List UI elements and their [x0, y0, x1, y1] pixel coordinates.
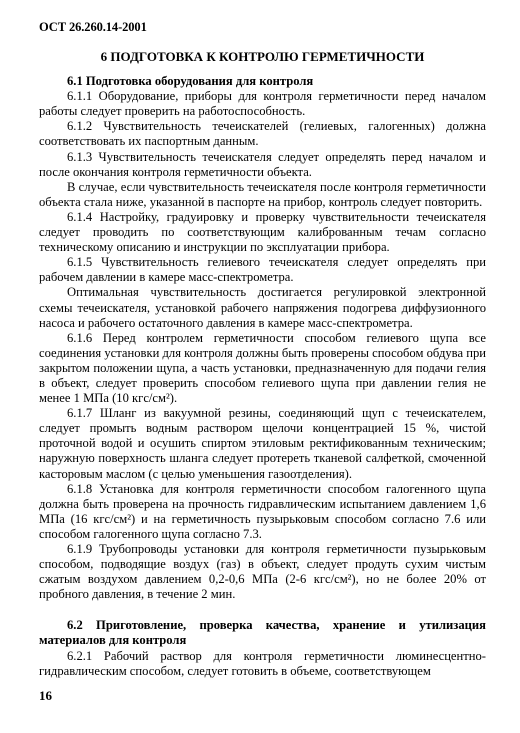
- document-code-header: ОСТ 26.260.14-2001: [39, 20, 147, 34]
- paragraph-6-1-6: 6.1.6 Перед контролем герметичности способом гелиевого щупа все соединения установки для контроля должны быть проверены способом обдува при закрытом положении щупа, а часть установки, предназначенную для подачи гелия в объект, следует проверить способом гелиевого щупа при давлении гелия не менее 1 МПа (10 кгс/см²).: [39, 330, 486, 406]
- page-number: 16: [39, 688, 52, 703]
- paragraph-6-1-1: 6.1.1 Оборудование, приборы для контроля герметичности перед началом работы следует проверить на работоспособность.: [39, 89, 486, 119]
- page-content: [39, 41, 486, 679]
- paragraph-6-1-4: 6.1.4 Настройку, градуировку и проверку чувствительности течеискателя следует проводить по соответствующим калиброванным течам согласно техническому описанию и инструкции по эксплуатации прибора.: [39, 209, 486, 255]
- paragraph-6-1-3-cont: В случае, если чувствительность течеискателя после контроля герметичности объекта стала ниже, указанной в паспорте на прибор, контроль следует повторить.: [39, 179, 486, 209]
- paragraph-6-1-7: 6.1.7 Шланг из вакуумной резины, соединяющий щуп с течеискателем, следует промыть водным раствором щелочи концентрацией 15 %, чистой проточной водой и осушить спиртом этиловым ректификованным техническим; наружную поверхность шланга следует протереть тканевой салфеткой, смоченной касторовым маслом (с целью уменьшения газоотделения).: [39, 406, 486, 481]
- paragraph-6-1-3: 6.1.3 Чувствительность течеискателя следует определять перед началом и после окончания контроля герметичности объекта.: [39, 149, 486, 179]
- paragraph-6-1-2: 6.1.2 Чувствительность течеискателей (гелиевых, галогенных) должна соответствовать их паспортным данным.: [39, 119, 486, 149]
- paragraph-6-1-9: 6.1.9 Трубопроводы установки для контроля герметичности пузырьковым способом, подводящие воздух (газ) в объект, следует продуть сухим чистым сжатым воздухом давлением 0,2-0,6 МПа (2-6 кгс/см²), но не более 20% от пробного давления, в течение 2 мин.: [39, 542, 486, 602]
- chapter-title: 6 ПОДГОТОВКА К КОНТРОЛЮ ГЕРМЕТИЧНОСТИ: [100, 49, 425, 64]
- paragraph-6-1-5: 6.1.5 Чувствительность гелиевого течеискателя следует определять при рабочем давлении в камере масс-спектрометра.: [39, 255, 486, 285]
- section-heading-6-1: 6.1 Подготовка оборудования для контроля: [67, 74, 314, 89]
- paragraph-6-2-1: 6.2.1 Рабочий раствор для контроля герметичности люминесцентно-гидравлическим способом, следует готовить в объеме, соответствующем: [39, 648, 486, 678]
- paragraph-6-1-8: 6.1.8 Установка для контроля герметичности способом галогенного щупа должна быть проверена на прочность гидравлическим испытанием давлением 1,6 МПа (16 кгс/см²) и на герметичность пузырьковым способом согласно 7.6 или способом галогенного щупа согласно 7.3.: [39, 481, 486, 541]
- section-heading-6-2: 6.2 Приготовление, проверка качества, хранение и утилизация материалов для контроля: [39, 618, 486, 648]
- paragraph-6-1-5-cont: Оптимальная чувствительность достигается регулировкой электронной схемы течеискателя, установкой рабочего напряжения подогрева диффузионного насоса и рабочего остаточного давления в камере масс-спектрометра.: [39, 285, 486, 330]
